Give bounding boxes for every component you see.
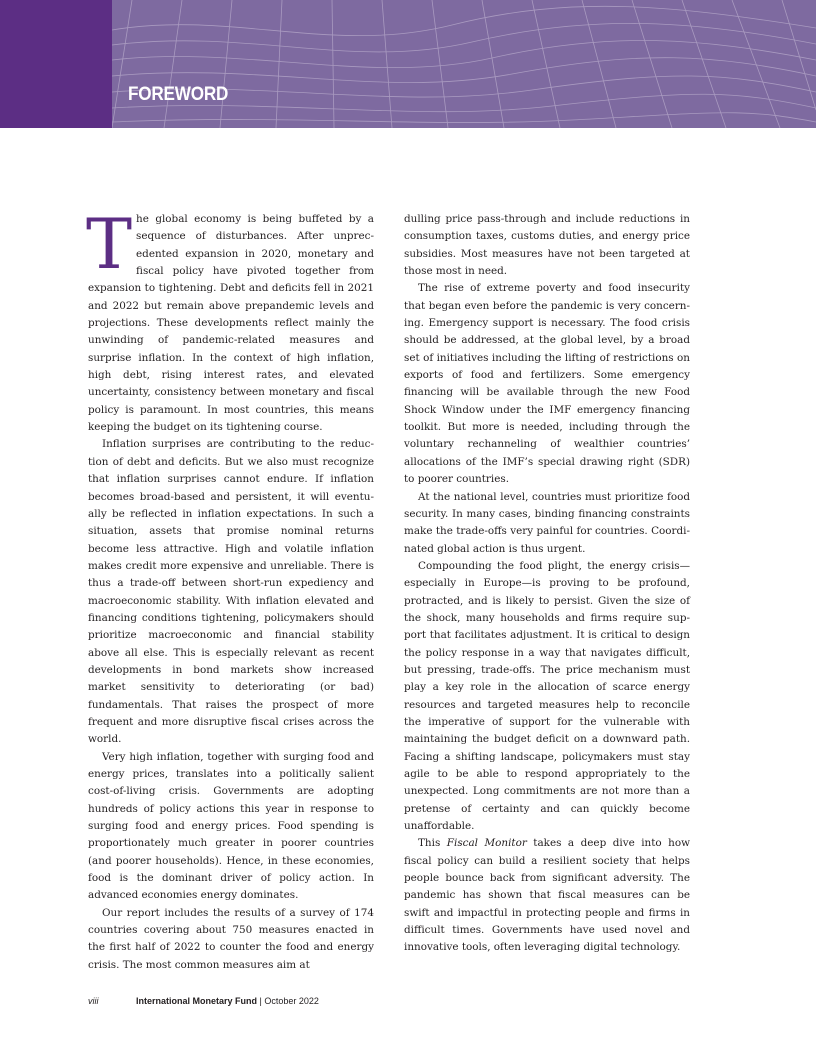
footer-separator: | (257, 996, 265, 1006)
footer-date: October 2022 (264, 996, 319, 1006)
page-footer (88, 996, 319, 1006)
publication-title: Fiscal Monitor (446, 837, 527, 850)
wireframe-mesh-graphic (112, 0, 816, 128)
page-title: FOREWORD (128, 84, 229, 105)
footer-organization: International Monetary Fund (136, 996, 258, 1006)
text-column-left (86, 205, 374, 974)
paragraph-6: At the national level, countries must prioritize food security. In many cases, binding financing constraints make the trade-offs very painful for countries. Coordinated global action is thus urgent. (404, 490, 690, 555)
paragraph-continued: dulling price pass-through and include reductions in consumption taxes, customs duties, and energy price subsidies. Most measures have not been targeted at those most in need. (404, 213, 690, 278)
paragraph-7: Compounding the food plight, the energy crisis—especially in Europe—is proving to be profound, protracted, and is likely to persist. Given the size of the shock, many households and firms require support that facilitates adjustment. It is critical to design the policy response in a way that navigates difficult, but pressing, trade-offs. The price mechanism must play a key role in the allocation of scarce energy resources and targeted measures help to reconcile the imperative of support for the vulnerable with maintaining the budget deficit on a downward path. Facing a shifting landscape, policymakers must stay agile to be able to respond appropriately to the unexpected. Long commitments are not more than a pretense of certainty and can quickly become unaffordable. (404, 559, 690, 833)
paragraph-4: Our report includes the results of a survey of 174 countries covering about 750 measures enacted in the first half of 2022 to counter the food and energy crisis. The most common measures aim at (88, 906, 374, 971)
drop-cap: T (86, 205, 133, 285)
paragraph-8: This Fiscal Monitor takes a deep dive into how fiscal policy can build a resilient society that helps people bounce back from significant adversity. The pandemic has shown that fiscal measures can be swift and impactful in protecting people and firms in difficult times. Governments have used novel and innovative tools, often leveraging digital technology. (404, 837, 690, 954)
header-banner (0, 0, 816, 128)
text-column-right (404, 211, 690, 957)
paragraph-2: Inflation surprises are contributing to the reduction of debt and deficits. But we also must recognize that inflation surprises cannot endure. If inflation becomes broad-based and persistent, it will eventually be reflected in inflation expectations. In such a situation, assets that promise nominal returns become less attractive. High and volatile inflation makes credit more expensive and unreliable. There is thus a trade-off between short-run expediency and macroeconomic stability. With inflation elevated and financing conditions tightening, policymakers should prioritize macroeconomic and financial stability above all else. This is especially relevant as recent developments in bond markets show increased market sensitivity to deteriorating (or bad) fundamentals. That raises the prospect of more frequent and more disruptive fiscal crises across the world. (88, 438, 374, 746)
paragraph-1: The global economy is being buffeted by a sequence of disturbances. After unprecedented expansion in 2020, monetary and fiscal policy have pivoted together from expansion to tightening. Debt and deficits fell in 2021 and 2022 but remain above prepandemic levels and projections. These developments reflect mainly the unwinding of pandemic-related measures and surprise inflation. In the context of high inflation, high debt, rising interest rates, and elevated uncertainty, consistency between monetary and fiscal policy is paramount. In most countries, this means keeping the budget on its tightening course. (86, 205, 374, 434)
paragraph-5: The rise of extreme poverty and food insecurity that began even before the pandemic is very concerning. Emergency support is necessary. The food crisis should be addressed, at the global level, by a broad set of initiatives including the lifting of restrictions on exports of food and fertilizers. Some emergency financing will be available through the new Food Shock Window under the IMF emergency financing toolkit. But more is needed, including through the voluntary rechanneling of wealthier countries’ allocations of the IMF’s special drawing right (SDR) to poorer countries. (404, 282, 690, 486)
page-number: viii (88, 996, 99, 1006)
paragraph-3: Very high inflation, together with surging food and energy prices, translates into a politically salient cost-of-living crisis. Governments are adopting hundreds of policy actions this year in response to surging food and energy prices. Food spending is proportionately much greater in poorer countries (and poorer households). Hence, in these economies, food is the dominant driver of policy action. In advanced economies energy dominates. (88, 750, 374, 902)
banner-tab (0, 0, 112, 128)
